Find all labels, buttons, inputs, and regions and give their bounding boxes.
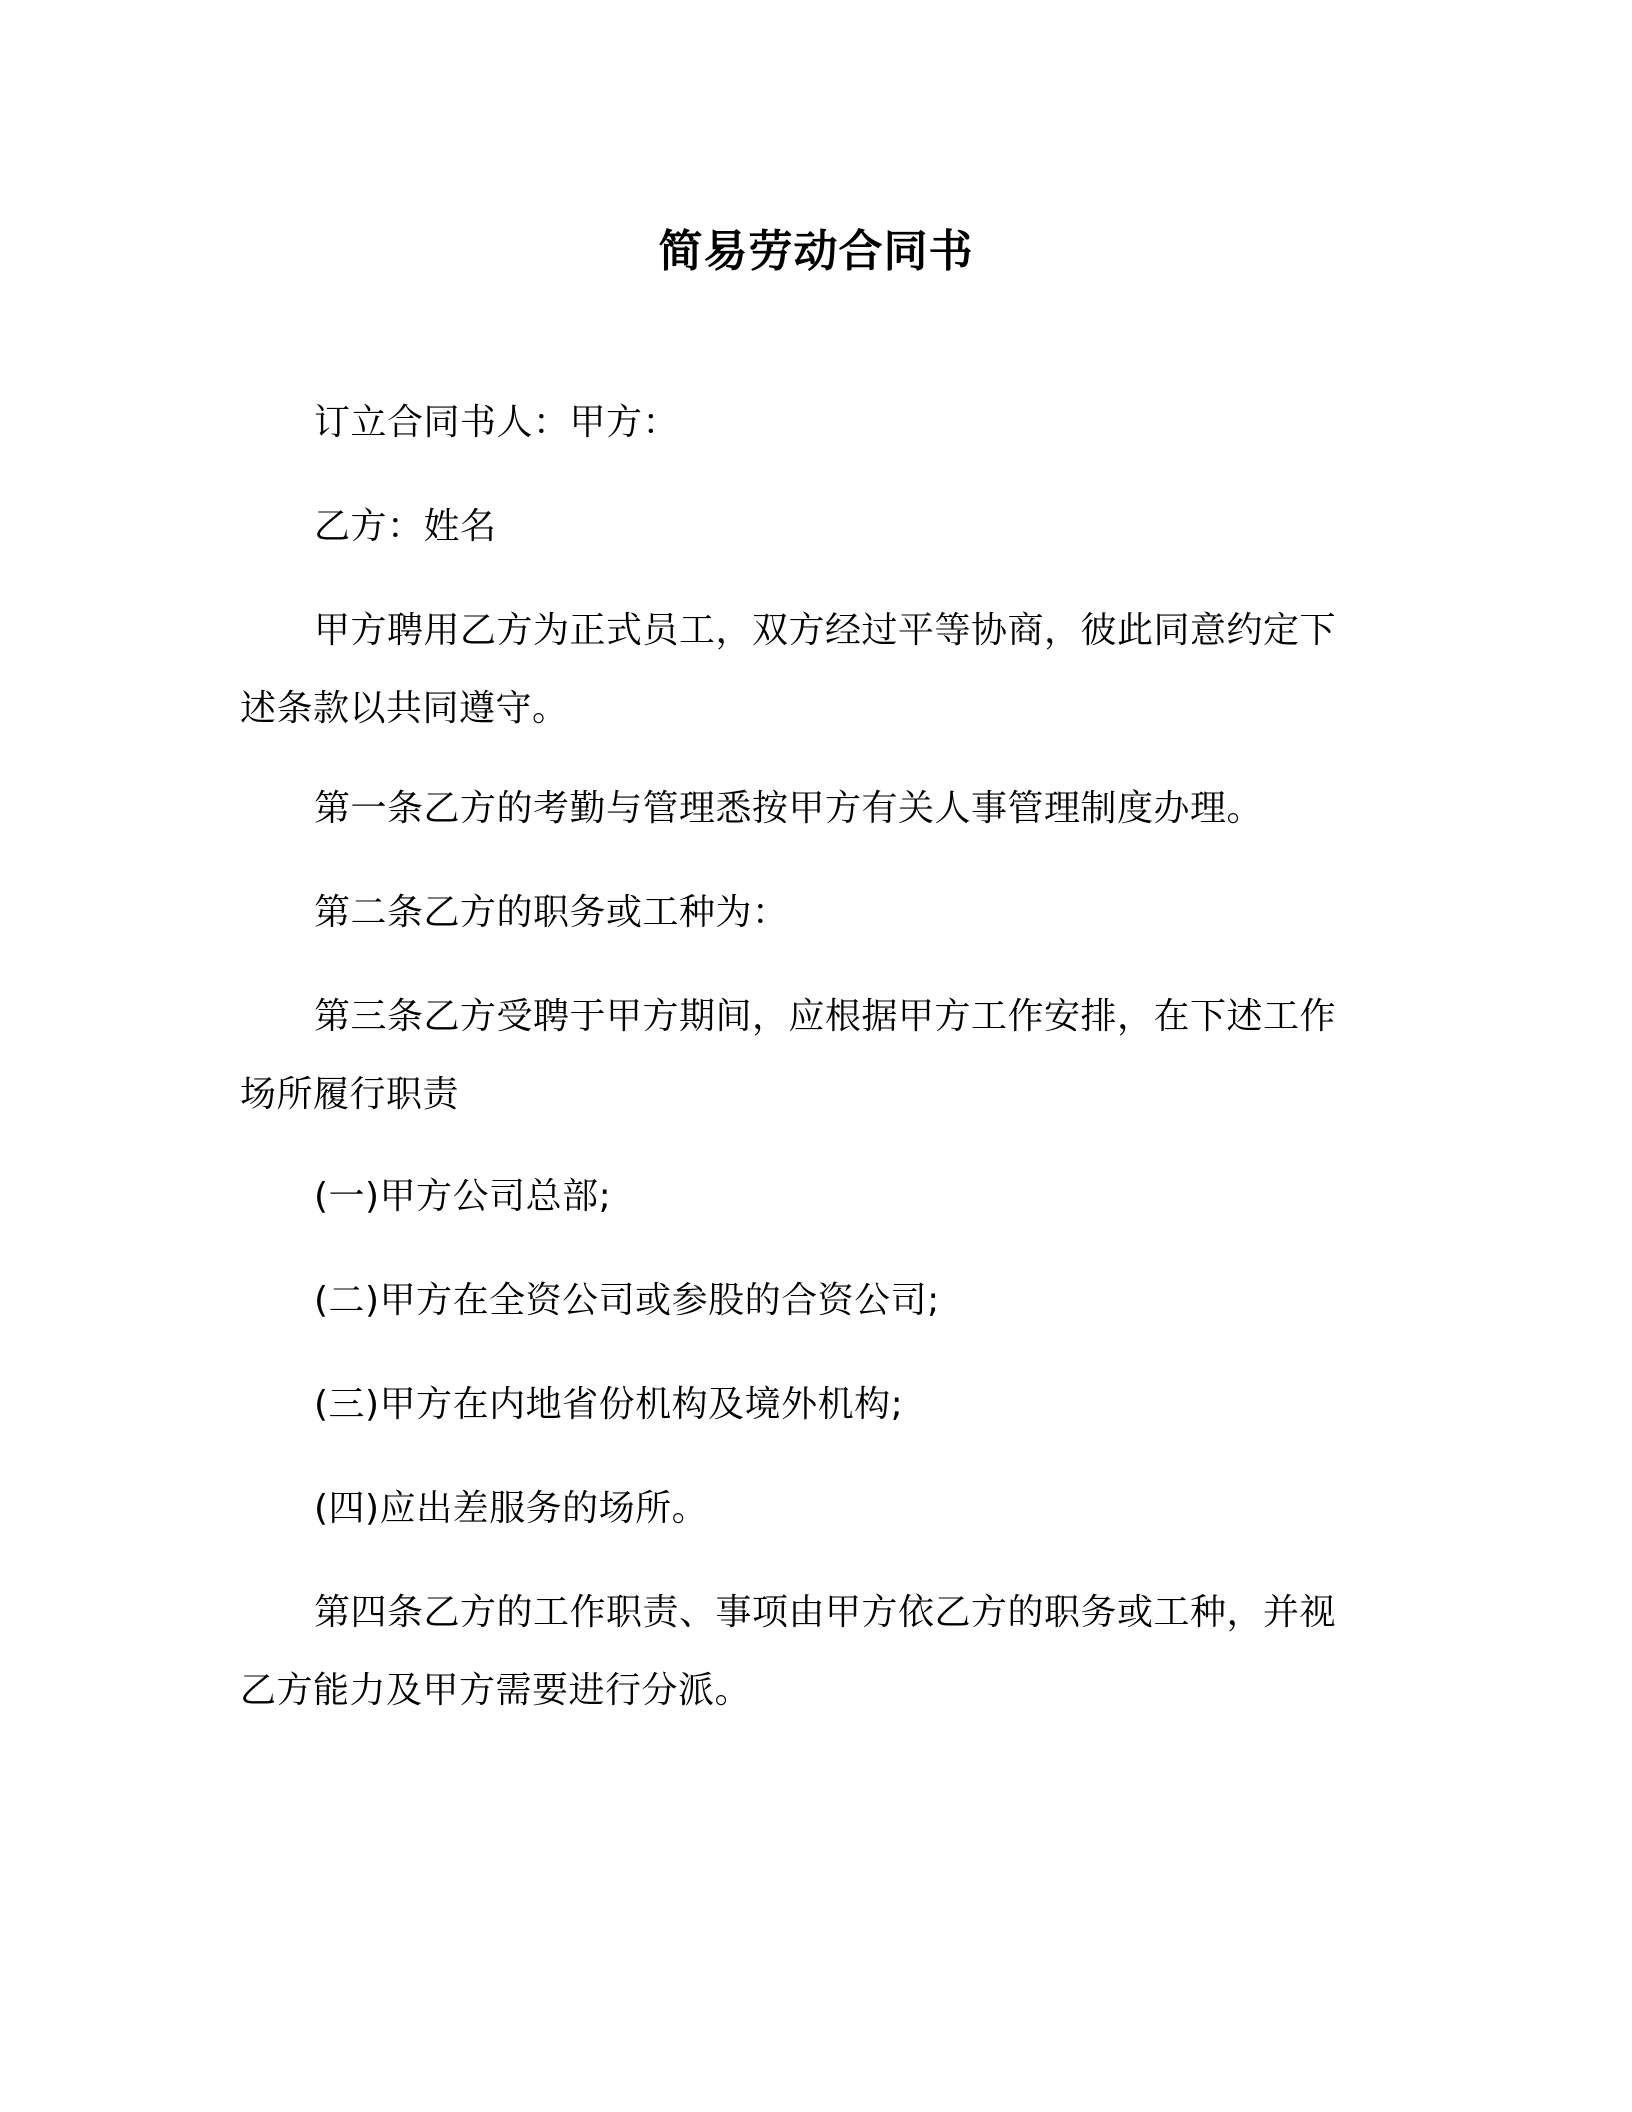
paragraph-parties: 订立合同书人：甲方：	[314, 402, 680, 443]
list-item-3: (三)甲方在内地省份机构及境外机构;	[314, 1384, 904, 1425]
paragraph-preamble: 甲方聘用乙方为正式员工，双方经过平等协商，彼此同意约定下述条款以共同遵守。	[240, 610, 1337, 729]
paragraph-article-4: 第四条乙方的工作职责、事项由甲方依乙方的职务或工种，并视乙方能力及甲方需要进行分派。	[240, 1592, 1337, 1711]
list-item-1: (一)甲方公司总部;	[314, 1176, 612, 1217]
document-title: 简易劳动合同书	[658, 226, 974, 277]
paragraph-article-3: 第三条乙方受聘于甲方期间，应根据甲方工作安排，在下述工作场所履行职责	[240, 996, 1337, 1115]
paragraph-article-1: 第一条乙方的考勤与管理悉按甲方有关人事管理制度办理。	[314, 788, 1264, 829]
list-item-2: (二)甲方在全资公司或参股的合资公司;	[314, 1280, 940, 1321]
paragraph-party-b: 乙方：姓名	[314, 506, 497, 547]
paragraph-article-2: 第二条乙方的职务或工种为：	[314, 892, 789, 933]
list-item-4: (四)应出差服务的场所。	[314, 1488, 709, 1529]
